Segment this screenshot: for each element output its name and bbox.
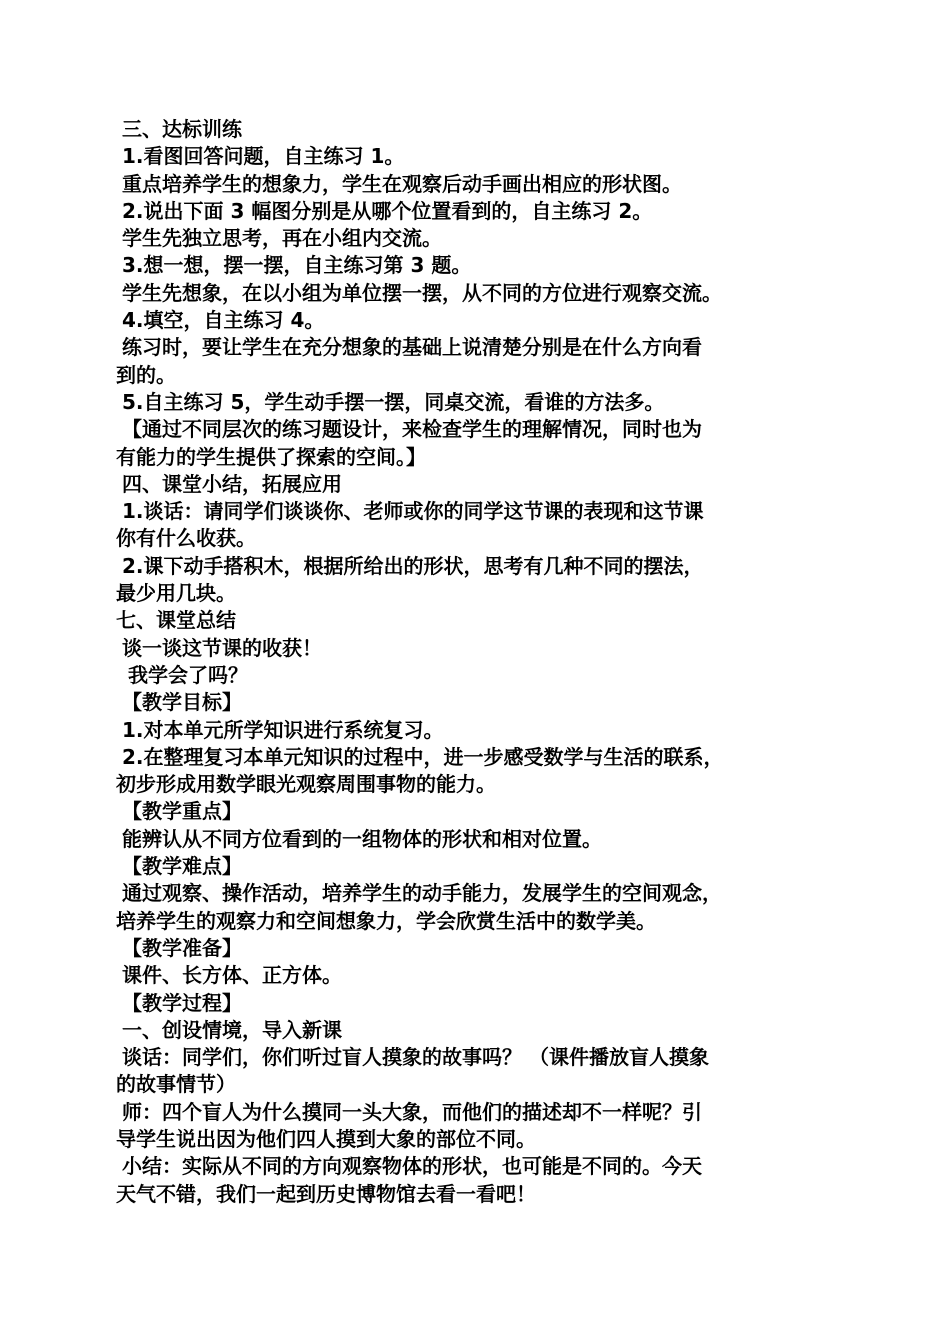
text-line: 【教学准备】 (122, 935, 242, 960)
text-line: 谈话：同学们，你们听过盲人摸象的故事吗？ （课件播放盲人摸象 (122, 1045, 709, 1070)
text-line: 培养学生的观察力和空间想象力，学会欣赏生活中的数学美。 (116, 908, 656, 933)
text-line: 5.自主练习 5，学生动手摆一摆，同桌交流，看谁的方法多。 (122, 389, 665, 414)
text-line: 导学生说出因为他们四人摸到大象的部位不同。 (116, 1126, 536, 1151)
text-line: 能辨认从不同方位看到的一组物体的形状和相对位置。 (122, 826, 602, 851)
text-line: 2.说出下面 3 幅图分别是从哪个位置看到的，自主练习 2。 (122, 198, 653, 223)
text-line: 2.在整理复习本单元知识的过程中，进一步感受数学与生活的联系， (122, 744, 724, 769)
text-line: 我学会了吗？ (128, 662, 248, 687)
text-line: 重点培养学生的想象力，学生在观察后动手画出相应的形状图。 (122, 171, 682, 196)
text-line: 1.看图回答问题，自主练习 1。 (122, 144, 405, 169)
text-line: 初步形成用数学眼光观察周围事物的能力。 (116, 772, 496, 797)
text-line: 【教学目标】 (122, 690, 242, 715)
text-line: 学生先独立思考，再在小组内交流。 (122, 226, 442, 251)
text-line: 最少用几块。 (116, 581, 236, 606)
text-line: 小结：实际从不同的方向观察物体的形状，也可能是不同的。今天 (122, 1154, 702, 1179)
text-line: 4.填空，自主练习 4。 (122, 308, 325, 333)
document-page (116, 116, 836, 1208)
text-line: 【通过不同层次的练习题设计，来检查学生的理解情况，同时也为 (122, 417, 702, 442)
text-line: 1.对本单元所学知识进行系统复习。 (122, 717, 444, 742)
text-line: 【教学难点】 (122, 854, 242, 879)
text-line: 1.谈话：请同学们谈谈你、老师或你的同学这节课的表现和这节课 (122, 499, 704, 524)
text-line: 师：四个盲人为什么摸同一头大象，而他们的描述却不一样呢？引 (122, 1099, 702, 1124)
text-line: 一、创设情境，导入新课 (122, 1017, 342, 1042)
text-line: 3.想一想，摆一摆，自主练习第 3 题。 (122, 253, 472, 278)
text-line: 有能力的学生提供了探索的空间。】 (116, 444, 426, 469)
text-line: 七、课堂总结 (116, 608, 236, 633)
text-line: 你有什么收获。 (116, 526, 256, 551)
text-line: 的故事情节） (116, 1072, 236, 1097)
text-line: 三、达标训练 (122, 117, 242, 141)
text-line: 天气不错，我们一起到历史博物馆去看一看吧！ (116, 1181, 536, 1206)
text-line: 练习时，要让学生在充分想象的基础上说清楚分别是在什么方向看 (122, 335, 702, 360)
text-line: 【教学重点】 (122, 799, 242, 824)
text-line: 四、课堂小结，拓展应用 (122, 471, 342, 496)
text-line: 到的。 (116, 362, 176, 387)
text-line: 谈一谈这节课的收获！ (122, 635, 322, 660)
text-line: 学生先想象，在以小组为单位摆一摆，从不同的方位进行观察交流。 (122, 280, 722, 305)
text-line: 课件、长方体、正方体。 (122, 963, 342, 988)
text-line: 通过观察、操作活动，培养学生的动手能力，发展学生的空间观念， (122, 881, 722, 906)
text-line: 【教学过程】 (122, 990, 242, 1015)
text-line: 2.课下动手搭积木，根据所给出的形状，思考有几种不同的摆法， (122, 553, 704, 578)
